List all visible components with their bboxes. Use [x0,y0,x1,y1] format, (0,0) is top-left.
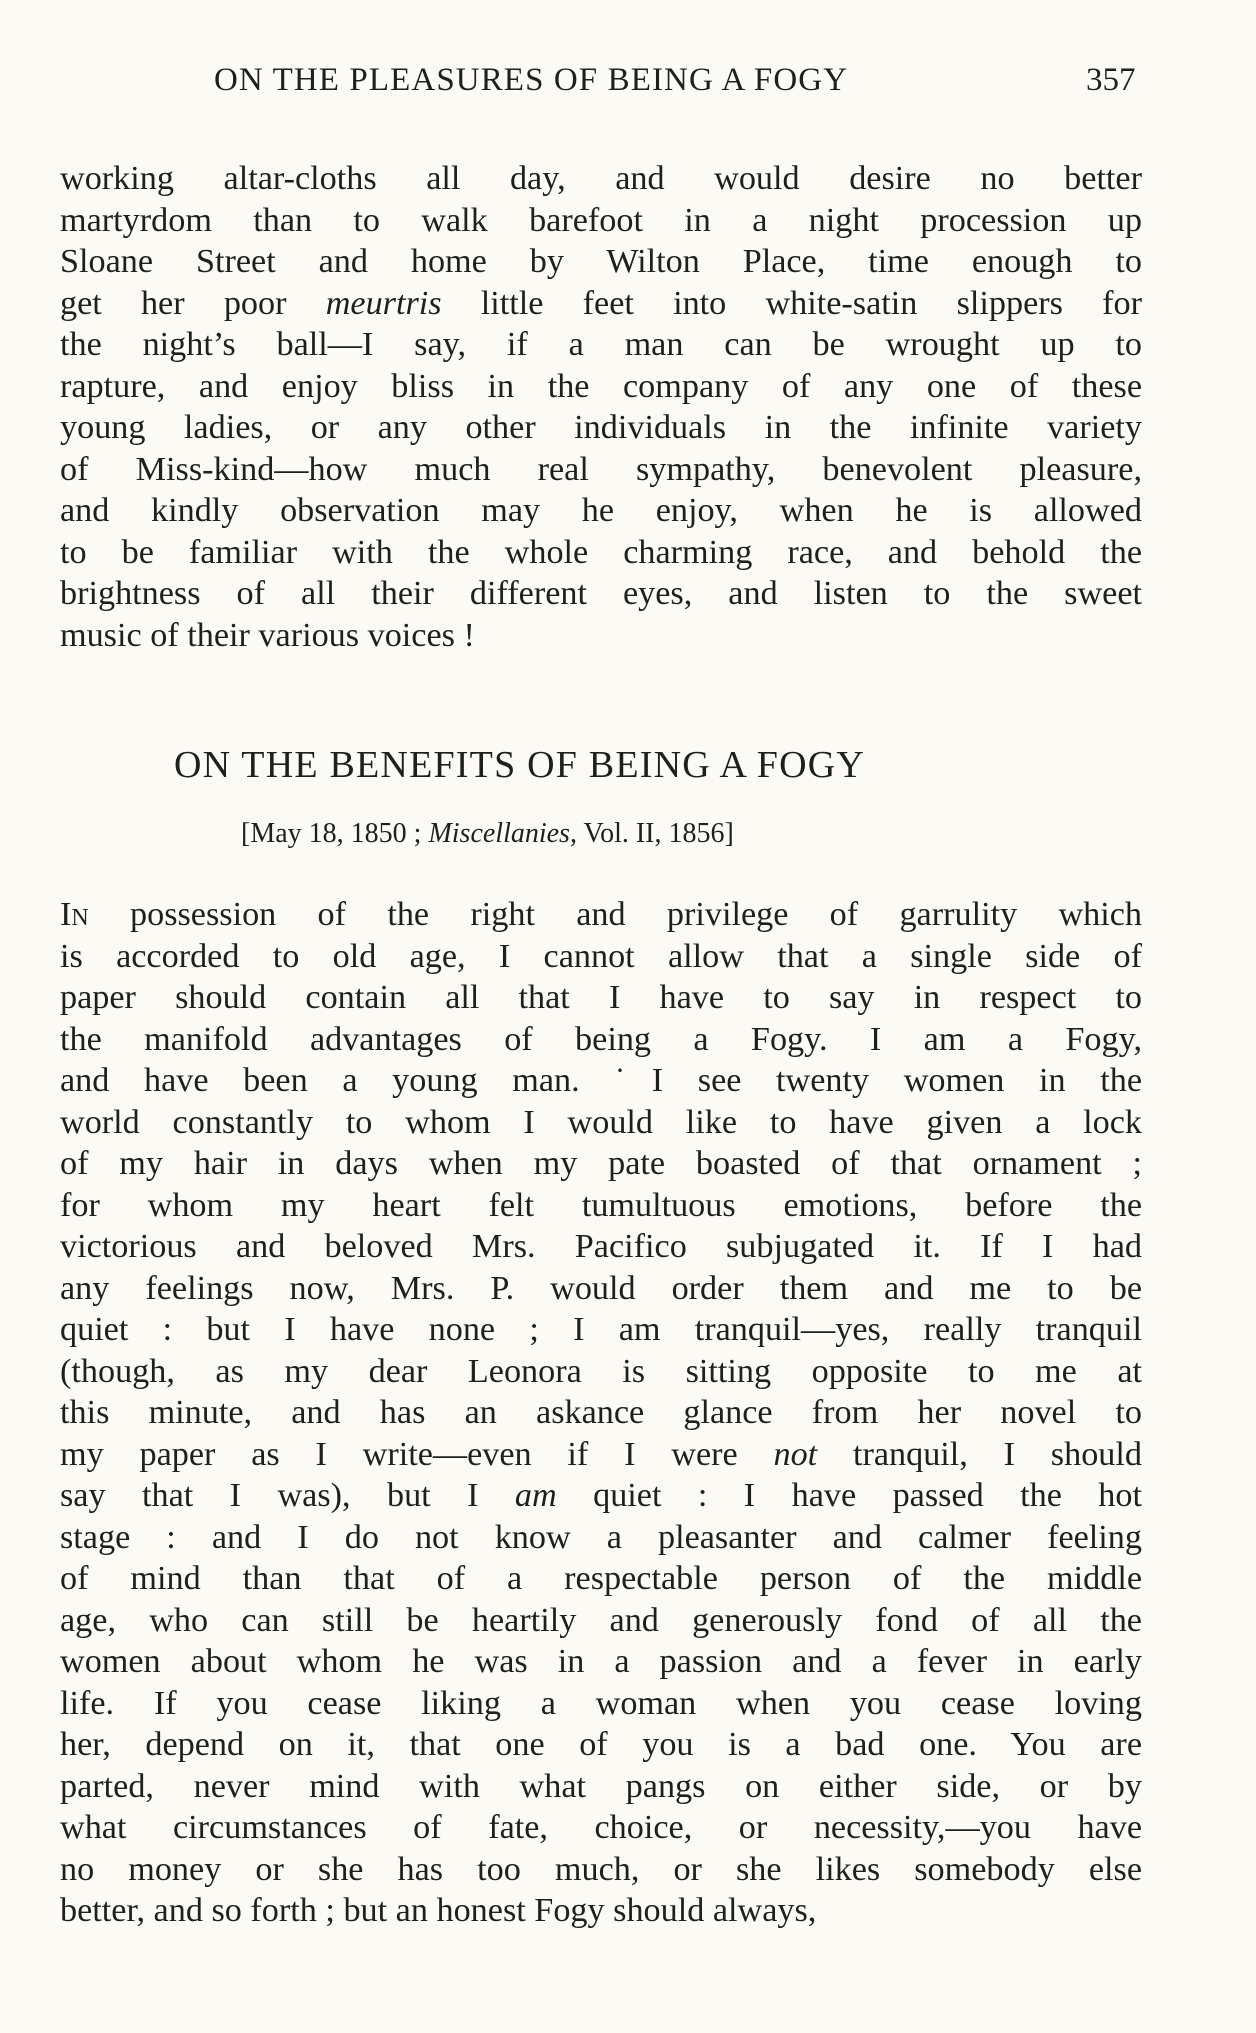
text-line-with-italic [60,1434,1142,1476]
text-line: Sloane Street and home by Wilton Place, time enough to [60,243,1142,280]
text-line: paper should contain all that I have to say in respect to [60,979,1142,1016]
text-line: of Miss-kind—how much real sympathy, benevolent pleasure, [60,450,1142,488]
text-segment: quiet : I have passed the hot [556,1477,1142,1514]
text-line: brightness of all their different eyes, and listen to the sweet [60,575,1142,612]
text-line: this minute, and has an askance glance from her novel to [60,1394,1142,1431]
text-line-with-italic [60,1475,1142,1517]
text-segment: tranquil, I should [817,1435,1142,1473]
italic-word: am [514,1477,557,1514]
text-line: any feelings now, Mrs. P. would order them and me to be [60,1269,1142,1307]
text-line-with-italic [60,283,1142,325]
text-line: and have been a young man. ˙I see twenty women in the [60,1062,1142,1099]
essay-title: ON THE BENEFITS OF BEING A FOGY [174,744,865,786]
text-segment: say that I was), but I [60,1477,515,1514]
text-line: victorious and beloved Mrs. Pacifico subjugated it. If I had [60,1228,1142,1265]
text-line: music of their various voices ! [60,616,475,654]
text-segment: get her poor [60,284,326,322]
text-line: her, depend on it, that one of you is a bad one. You are [60,1726,1142,1763]
citation-close: Vol. II, 1856] [576,818,734,849]
text-line-with-drop-cap [60,894,1142,936]
text-line: age, who can still be heartily and generously fond of all the [60,1601,1142,1639]
page-number: 357 [1086,62,1136,98]
text-line: for whom my heart felt tumultuous emotions, before the [60,1186,1142,1224]
text-line: of mind than that of a respectable person of the middle [60,1560,1142,1597]
text-line: working altar-cloths all day, and would desire no better [60,160,1142,197]
text-line: life. If you cease liking a woman when you cease loving [60,1684,1142,1722]
text-line: of my hair in days when my pate boasted of that ornament ; [60,1145,1142,1182]
citation-open: [May 18, 1850 ; [241,818,429,849]
text-line: parted, never mind with what pangs on either side, or by [60,1767,1142,1805]
text-line: is accorded to old age, I cannot allow that a single side of [60,937,1142,975]
text-line: rapture, and enjoy bliss in the company of any one of these [60,367,1142,405]
text-line: to be familiar with the whole charming race, and behold the [60,533,1142,571]
italic-word: not [773,1435,818,1473]
text-line: martyrdom than to walk barefoot in a night procession up [60,201,1142,239]
text-line: the manifold advantages of being a Fogy. I am a Fogy, [60,1020,1142,1058]
opening-paragraph [60,158,1142,656]
source-citation [241,818,734,850]
text-line: no money or she has too much, or she likes somebody else [60,1850,1142,1888]
text-line: women about whom he was in a passion and a fever in early [60,1643,1142,1680]
text-line: the night’s ball—I say, if a man can be wrought up to [60,326,1142,363]
text-segment: little feet into white-satin slippers for [441,284,1142,322]
text-line: young ladies, or any other individuals in the infinite variety [60,409,1142,446]
text-line: stage : and I do not know a pleasanter and calmer feeling [60,1518,1142,1556]
drop-cap-word: In [60,896,89,933]
text-line: (though, as my dear Leonora is sitting opposite to me at [60,1352,1142,1390]
text-segment: possession of the right and privilege of garrulity which [88,896,1142,933]
citation-italic: Miscellanies, [428,818,577,849]
text-line: world constantly to whom I would like to have given a lock [60,1103,1142,1141]
essay-paragraph [60,894,1142,1932]
text-line: better, and so forth ; but an honest Fogy should always, [60,1892,817,1929]
italic-word: meurtris [325,284,442,322]
text-segment: my paper as I write—even if I were [60,1435,774,1473]
text-line: quiet : but I have none ; I am tranquil—yes, really tranquil [60,1311,1142,1348]
text-line: and kindly observation may he enjoy, when he is allowed [60,492,1142,529]
text-line: what circumstances of fate, choice, or necessity,—you have [60,1809,1142,1846]
running-title: ON THE PLEASURES OF BEING A FOGY [214,62,849,98]
